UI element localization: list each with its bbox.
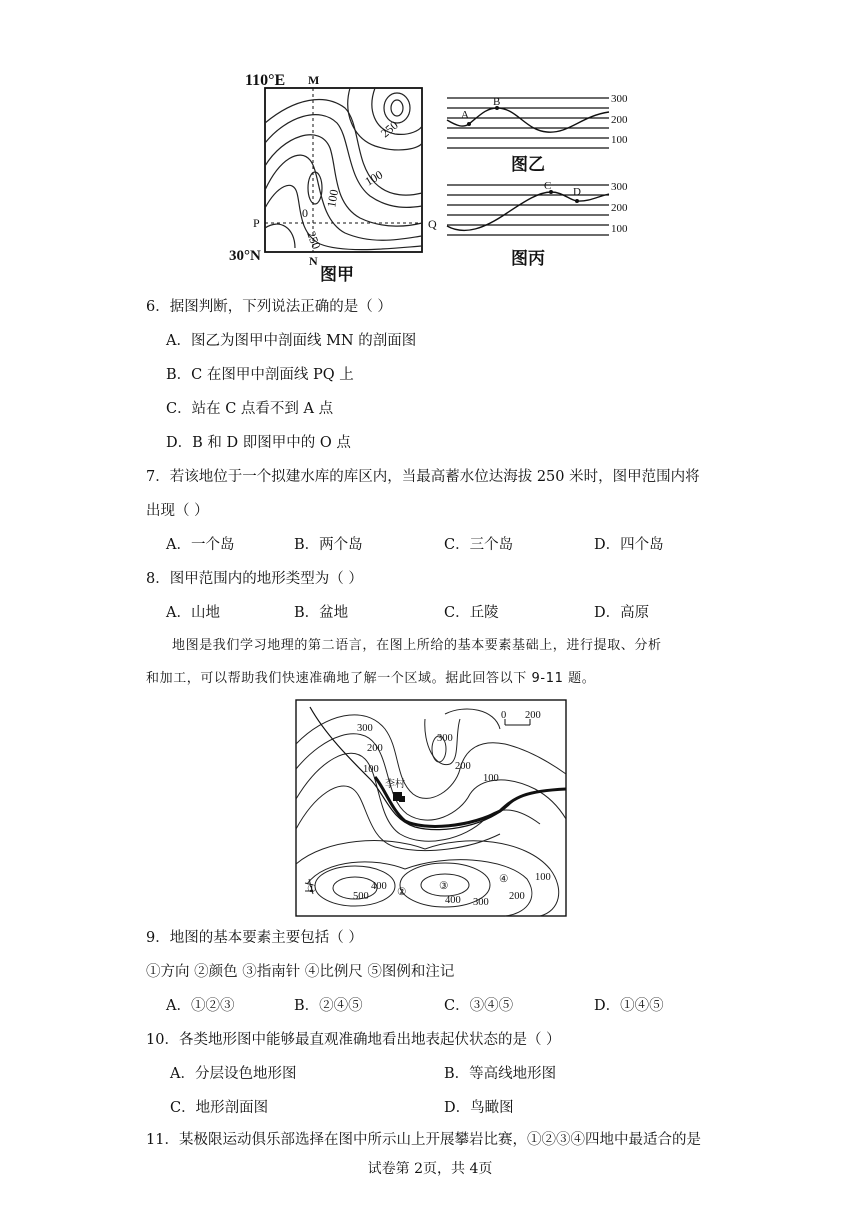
q7-stem-line2: 出现（ ）: [146, 503, 209, 519]
intro-line2: 和加工，可以帮助我们快速准确地了解一个区域。据此回答以下 9-11 题。: [146, 671, 596, 686]
q8-option-a[interactable]: A．山地: [166, 605, 220, 621]
tick-200-yi: 200: [611, 114, 628, 126]
label-q: Q: [428, 217, 437, 231]
tick-300-bing: 300: [611, 181, 628, 193]
q6-option-c[interactable]: C．站在 C 点看不到 A 点: [166, 401, 334, 417]
tick-200-bing: 200: [611, 202, 628, 214]
label-p: P: [253, 216, 260, 230]
q9-option-a[interactable]: A．①②③: [166, 998, 235, 1014]
contour-100a: 100: [363, 764, 379, 775]
tick-100-bing: 100: [611, 223, 628, 235]
q7-option-d[interactable]: D．四个岛: [594, 537, 664, 553]
tick-100-yi: 100: [611, 134, 628, 146]
contour-100c: 100: [535, 872, 551, 883]
caption-jia: 图甲: [320, 265, 354, 284]
caption-yi: 图乙: [511, 155, 545, 174]
q10-option-c[interactable]: C．地形剖面图: [170, 1100, 269, 1116]
q9-option-c[interactable]: C．③④⑤: [444, 998, 514, 1014]
q6-option-a[interactable]: A．图乙为图甲中剖面线 MN 的剖面图: [166, 333, 417, 349]
q7-option-a[interactable]: A．一个岛: [166, 537, 235, 553]
q6-option-d[interactable]: D．B 和 D 即图甲中的 O 点: [166, 435, 351, 451]
contour-label-0: 0: [302, 206, 308, 220]
contour-label-250b: 250: [304, 229, 324, 251]
label-n: N: [309, 254, 318, 268]
tick-300-yi: 300: [611, 93, 628, 105]
q7-stem-line1: 7．若该地位于一个拟建水库的库区内，当最高蓄水位达海拔 250 米时，图甲范围内将: [146, 469, 700, 485]
intro-line1: 地图是我们学习地理的第二语言，在图上所给的基本要素基础上，进行提取、分析: [172, 638, 662, 653]
contour-500: 500: [353, 891, 369, 902]
contour-400a: 400: [371, 881, 387, 892]
q11-stem: 11．某极限运动俱乐部选择在图中所示山上开展攀岩比赛，①②③④四地中最适合的是: [146, 1132, 701, 1148]
q10-option-a[interactable]: A．分层设色地形图: [170, 1066, 297, 1082]
contour-300b: 300: [437, 733, 453, 744]
figure-village-map: [295, 699, 567, 917]
caption-bing: 图丙: [511, 249, 545, 268]
contour-300a: 300: [357, 723, 373, 734]
marker-2: ②: [397, 887, 407, 898]
q8-stem: 8．图甲范围内的地形类型为（ ）: [146, 571, 363, 587]
map-jia: [229, 72, 437, 284]
marker-4: ④: [499, 874, 509, 885]
marker-3: ③: [439, 881, 449, 892]
q10-option-b[interactable]: B．等高线地形图: [444, 1066, 557, 1082]
figure-jia-yi-bing: [225, 68, 645, 283]
q7-option-c[interactable]: C．三个岛: [444, 537, 514, 553]
village-label: 李村: [385, 779, 405, 790]
q9-items: ①方向 ②颜色 ③指南针 ④比例尺 ⑤图例和注记: [146, 964, 455, 980]
point-d: D: [573, 186, 581, 198]
q10-option-d[interactable]: D．鸟瞰图: [444, 1100, 514, 1116]
q8-option-b[interactable]: B．盆地: [294, 605, 349, 621]
contour-label-100a: 100: [362, 167, 386, 189]
q7-option-b[interactable]: B．两个岛: [294, 537, 363, 553]
contour-200a: 200: [367, 743, 383, 754]
q8-option-c[interactable]: C．丘陵: [444, 605, 499, 621]
contour-label-250a: 250: [377, 118, 401, 141]
q10-stem: 10．各类地形图中能够最直观准确地看出地表起伏状态的是（ ）: [146, 1032, 561, 1048]
q9-option-b[interactable]: B．②④⑤: [294, 998, 363, 1014]
q9-stem: 9．地图的基本要素主要包括（ ）: [146, 930, 363, 946]
q6-option-b[interactable]: B．C 在图甲中剖面线 PQ 上: [166, 367, 354, 383]
page-footer: 试卷第 2页，共 4页: [367, 1161, 493, 1177]
lat-label: 30°N: [229, 248, 261, 264]
lon-label: 110°E: [245, 72, 286, 89]
q6-stem: 6．据图判断，下列说法正确的是（ ）: [146, 299, 392, 315]
contour-200b: 200: [455, 761, 471, 772]
q8-option-d[interactable]: D．高原: [594, 605, 650, 621]
marker-1: ①: [307, 884, 317, 895]
scale-200: 200: [525, 710, 541, 721]
profile-yi: [447, 93, 628, 174]
contour-400b: 400: [445, 895, 461, 906]
contour-300c: 300: [473, 897, 489, 908]
contour-label-100b: 100: [324, 188, 342, 209]
contour-100b: 100: [483, 773, 499, 784]
point-c: C: [544, 180, 552, 192]
point-b: B: [493, 96, 501, 108]
q9-option-d[interactable]: D．①④⑤: [594, 998, 664, 1014]
profile-bing: [447, 180, 628, 268]
label-m: M: [308, 73, 320, 87]
scale-0: 0: [501, 710, 507, 721]
contour-200c: 200: [509, 891, 525, 902]
point-a: A: [461, 109, 469, 121]
